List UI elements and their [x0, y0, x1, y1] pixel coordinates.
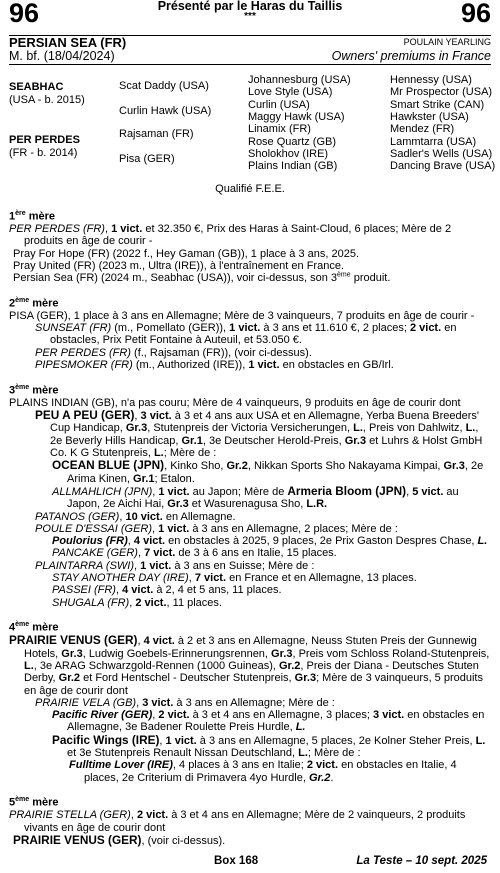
text-line: SHUGALA (FR), 2 vict., 11 places. [52, 596, 222, 609]
pedigree-gen4: Mendez (FR) [390, 123, 455, 135]
pedigree-gen3: Love Style (USA) [248, 86, 333, 98]
pedigree-gen2: Curlin Hawk (USA) [119, 105, 212, 117]
text-line: PRAIRIE VENUS (GER), 4 vict. à 2 et 3 ans en Allemagne, Neuss Stuten Preis der Gunnewig Hotels, Gr.3, Ludwig Goebels-Erinnerungsrennen, Gr.3, Preis vom Schloss Roland-Stutenpreis, L., 3e ARAG Schwarzgold-Rennen (1000 Guineas), Gr.2, Preis der Diana - Deutsches Stuten Derby, Gr.2 et Ford Hentschel - Deutscher Stutenpreis, Gr.3; Mère de 3 vainqueurs, 5 produits en âge de courir dont [9, 633, 490, 697]
text-line: PEU A PEU (GER), 3 vict. à 3 et 4 ans aux USA et en Allemagne, Yerba Buena Breeders' Cup Handicap, Gr.3, Stutenpreis der Victoria Versicherungen, L., Preis von Dahlwitz, L., 2e Beverly Hills Handicap, Gr.1, 3e Deutscher Herold-Preis, Gr.3 et Luhrs & Holst GmbH Co. K G Stutenpreis, L.; Mère de : [35, 408, 486, 460]
text-line: STAY ANOTHER DAY (IRE), 7 vict. en France et en Allemagne, 13 places. [52, 571, 417, 584]
third-dam-section [9, 382, 493, 609]
page-footer [0, 855, 500, 871]
pedigree-gen3: Rose Quartz (GB) [248, 136, 337, 148]
pedigree-gen4: Hennessy (USA) [390, 74, 472, 86]
stars: *** [244, 11, 256, 22]
text-line: Pacific River (GER), 2 vict. à 3 et 4 ans en Allemagne, 3 places; 3 vict. en obstacles en Allemagne, 3e Badener Roulette Preis Hurdle, L. [52, 709, 485, 734]
text-line: Pacific Wings (IRE), 1 vict. à 3 ans en Allemagne, 5 places, 2e Kolner Steher Preis, L. et 3e Stutenpreis Renault Nissan Deutschland, L.; Mère de : [52, 732, 486, 759]
fourth-dam-section [9, 619, 493, 784]
pedigree-gen4: Dancing Brave (USA) [390, 160, 496, 172]
text-line: SUNSEAT (FR) (m., Pomellato (GER)), 1 vict. à 3 ans et 11.610 €, 2 places; 2 vict. en obstacles, Prix Petit Fontaine à Auteuil, et 53.050 €. [35, 322, 457, 347]
pedigree-top-rule [9, 64, 491, 65]
section-title: 4ème mère [9, 621, 59, 635]
text-line: PATANOS (GER), 10 vict. en Allemagne. [35, 510, 236, 523]
pedigree-gen3: Maggy Hawk (USA) [248, 111, 345, 123]
text-line: PRAIRIE VENUS (GER), (voir ci-dessus). [13, 832, 226, 847]
text-line: PER PERDES (FR) (f., Rajsaman (FR)), (voir ci-dessus). [35, 346, 312, 359]
consignor-line: Présenté par le Haras du Taillis [157, 0, 343, 13]
pedigree-gen2: Pisa (GER) [119, 153, 175, 165]
owners-premiums: Owners' premiums in France [331, 49, 491, 63]
horse-name: PERSIAN SEA (FR) [9, 35, 127, 50]
pedigree-gen3: Johannesburg (USA) [248, 74, 351, 86]
box-number: Box 168 [214, 855, 259, 867]
text-line: PLAINS INDIAN (GB), n'a pas couru; Mère de 4 vainqueurs, 9 produits en âge de courir dont [9, 396, 461, 409]
sire-info: (USA - b. 2015) [9, 94, 85, 106]
pedigree-gen3: Plains Indian (GB) [248, 160, 338, 172]
text-line: Pray For Hope (FR) (2022 f., Hey Gaman (GB)), 1 place à 3 ans, 2025. [13, 247, 360, 260]
text-line: PIPESMOKER (FR) (m., Authorized (IRE)), 1 vict. en obstacles en GB/Irl. [35, 359, 394, 372]
text-line: PASSEI (FR), 4 vict. à 2, 4 et 5 ans, 11 places. [52, 584, 282, 597]
text-line: Pray United (FR) (2023 m., Ultra (IRE)), à l'entraînement en France. [13, 259, 344, 272]
text-line: POULE D'ESSAI (GER), 1 vict. à 3 ans en Allemagne, 2 places; Mère de : [35, 522, 398, 535]
first-dam-section [9, 208, 493, 284]
qualification: Qualifié F.E.E. [215, 183, 285, 195]
text-line: PLAINTARRA (SWI), 1 vict. à 3 ans en Suisse; Mère de : [35, 559, 315, 572]
pedigree-gen4: Hawkster (USA) [390, 111, 469, 123]
pedigree-gen4: Smart Strike (CAN) [390, 99, 485, 111]
text-line: OCEAN BLUE (JPN), Kinko Sho, Gr.2, Nikkan Sports Sho Nakayama Kimpai, Gr.3, 2e Arima Kinen, Gr.1; Etalon. [52, 458, 484, 485]
second-dam-section [9, 295, 493, 371]
pedigree-gen2: Rajsaman (FR) [119, 128, 194, 140]
text-line: Poulorius (FR), 4 vict. en obstacles à 2025, 9 places, 2e Prix Gaston Despres Chase, L. [52, 535, 488, 548]
text-line: PER PERDES (FR), 1 vict. et 32.350 €, Prix des Haras à Saint-Cloud, 6 places; Mère de 2 produits en âge de courir - [9, 222, 452, 248]
fifth-dam-section [9, 794, 493, 847]
dam-name: PER PERDES [9, 134, 80, 146]
text-line: PRAIRIE VELA (GB), 3 vict. à 3 ans en Allemagne; Mère de : [35, 696, 335, 709]
pedigree-gen4: Mr Prospector (USA) [390, 86, 493, 98]
section-title: 5ème mère [9, 796, 59, 810]
pedigree-gen3: Curlin (USA) [248, 99, 310, 111]
sire-name: SEABHAC [9, 81, 64, 93]
dam-info: (FR - b. 2014) [9, 147, 78, 159]
horse-sex-birth: M. bf. (18/04/2024) [9, 49, 115, 63]
pedigree-gen3: Linamix (FR) [248, 123, 311, 135]
lot-number-left: 96 [9, 0, 40, 28]
dam-line [9, 208, 493, 858]
section-title: 3ème mère [9, 383, 59, 397]
text-line: Persian Sea (FR) (2024 m., Seabhac (USA)), voir ci-dessus, son 3ème produit. [13, 271, 391, 285]
section-title: 1ère mère [9, 210, 55, 223]
text-line: Fulltime Lover (IRE), 4 places à 3 ans en Italie; 2 vict. en obstacles en Italie, 4 places, 2e Criterium di Primavera 4yo Hurdle, Gr.2. [69, 759, 457, 784]
text-line: PISA (GER), 1 place à 3 ans en Allemagne; Mère de 3 vainqueurs, 7 produits en âge de courir - [9, 309, 475, 322]
pedigree-gen2: Scat Daddy (USA) [119, 80, 209, 92]
pedigree-gen3: Sholokhov (IRE) [248, 148, 329, 160]
lot-number-right: 96 [460, 0, 491, 28]
text-line: ALLMAHLICH (JPN), 1 vict. au Japon; Mère de Armeria Bloom (JPN), 5 vict. au Japon, 2e Aichi Hai, Gr.3 et Wasurenagusa Sho, L.R. [52, 483, 459, 511]
section-title: 2ème mère [9, 296, 59, 310]
catalogue-header [0, 0, 500, 36]
text-line: PRAIRIE STELLA (GER), 2 vict. à 3 et 4 ans en Allemagne; Mère de 2 vainqueurs, 2 produits vivants en âge de courir dont [9, 809, 466, 834]
text-line: PANCAKE (GER), 7 vict. de 3 à 6 ans en Italie, 15 places. [52, 547, 337, 560]
horse-category: POULAIN YEARLING [403, 37, 491, 47]
sale-location-date: La Teste – 10 sept. 2025 [356, 855, 487, 867]
pedigree-gen4: Sadler's Wells (USA) [390, 148, 493, 160]
pedigree-gen4: Lammtarra (USA) [390, 136, 477, 148]
